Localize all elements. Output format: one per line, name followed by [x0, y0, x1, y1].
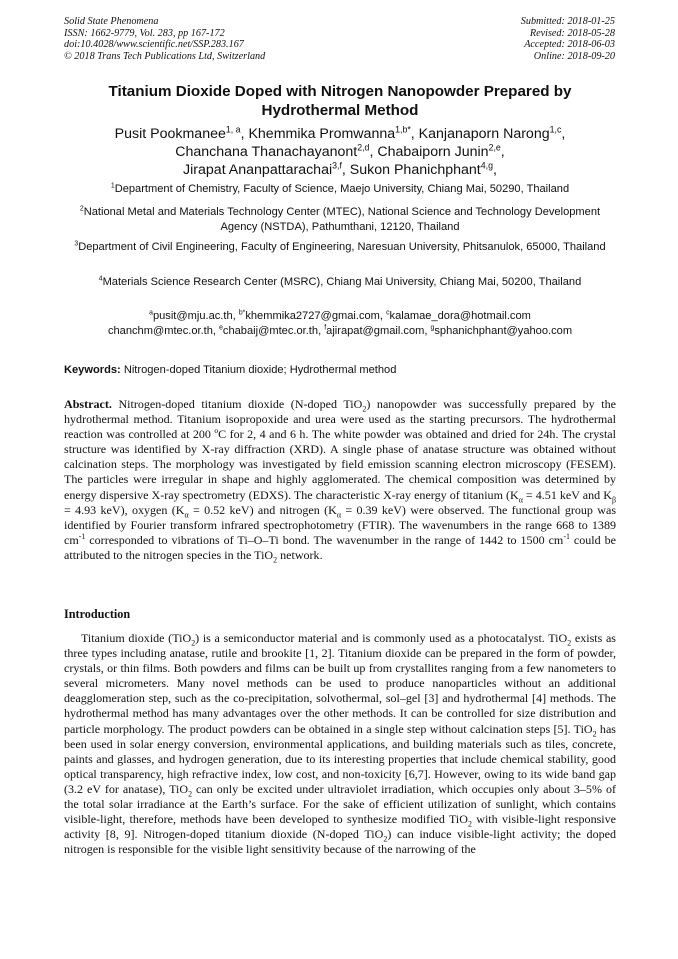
affiliation-number: 1: [110, 182, 115, 190]
author-line: Pusit Pookmanee$^{1, a}$, Khemmika Promwanna$^{1,b*}$, Kanjanaporn Narong$^{1,c}$,: [114, 124, 566, 142]
journal-copyright: © 2018 Trans Tech Publications Ltd, Switzerland: [64, 50, 266, 62]
email-address: ajirapat@gmail.com: [326, 325, 425, 337]
affiliation-number: 2: [79, 205, 84, 213]
author-affiliation-mark: 3,f: [332, 160, 342, 171]
affiliation-3: [64, 240, 616, 255]
affiliation-2: [64, 205, 616, 235]
abstract: [64, 397, 616, 563]
email-mark: f: [324, 324, 327, 332]
affiliation-text: National Metal and Materials Technology Center (MTEC), National Science and Technology Development Agency (NSTDA), Pathumthani, 12120, Thailand: [83, 206, 601, 233]
author-line: Chanchana Thanachayanont$^{2,d}$, Chabaiporn Junin$^{2,e}$,: [175, 142, 505, 160]
journal-doi: doi:10.4028/www.scientific.net/SSP.283.167: [64, 39, 244, 51]
affiliation-number: 3: [74, 240, 79, 248]
affiliation-text: Materials Science Research Center (MSRC), Chiang Mai University, Chiang Mai, 50200, Thailand: [102, 276, 582, 288]
email-address: sphanichphant@yahoo.com: [434, 325, 573, 337]
introduction-body: Titanium dioxide (TiO$_2$) is a semiconductor material and is commonly used as a photocatalyst. TiO$_2$ exists as three types including anatase, rutile and brookite [1, 2]. Titanium dioxide can be prepared in the form of powder, crystals, or thin films. Both powders and films can be built up from crystallites ranging from a few nanometers to several micrometers. Many novel methods can be used to produce nanoparticles without an additional deagglomeration step, such as the co-precipitation, solvothermal, sol–gel [3] and hydrothermal [4] methods. The hydrothermal method has many advantages over the other methods. It can be controlled for size distribution and particle morphology. The product powders can be obtained in a single step without calcination steps [5]. TiO$_2$ has been used in solar energy conversion, environmental applications, and building materials such as tiles, concrete, paints and glasses, and hydrogen generation, due to its interesting properties that include chemical stability, good optical transparency, high refractive index, low cost, and non-toxicity [6,7]. However, owing to its wide band gap (3.2 eV for anatase), TiO$_2$ can only be excited under ultraviolet irradiation, which occupies only about 3–5% of the total solar irradiance at the Earth’s surface. For the sake of efficient utilization of sunlight, which contains visible-light, therefore, methods have been developed to synthesize modified TiO$_2$ with visible-light responsive activity [8, 9]. Nitrogen-doped titanium dioxide (N-doped TiO$_2$) can induce visible-light activity; the doped nitrogen is responsible for the visible light sensitivity because of the narrowing of the: [64, 631, 616, 857]
author-name: Pusit Pookmanee: [114, 126, 226, 142]
abstract-body: Nitrogen-doped titanium dioxide (N-doped TiO$_2$) nanopowder was successfully prepared by the hydrothermal method. Titanium isopropoxide and urea were used as the starting precursors. The hydrothermal reaction was controlled at 200 ºC for 2, 4 and 6 h. The white powder was obtained and dried for 24h. The crystal structure was identified by X-ray diffraction (XRD). A single phase of anatase structure was obtained without calcination steps. The morphology was investigated by field emission scanning electron microscopy (FESEM). The particles were irregular in shape and highly agglomerated. The chemical composition was determined by energy dispersive X-ray spectrometry (EDXS). The characteristic X-ray energy of titanium ($K_\alpha = 4.51$ keV and $K_\beta = 4.93$ keV), oxygen ($K_\alpha = 0.52$ keV) and nitrogen ($K_\alpha = 0.39$ keV) were observed. The functional group was identified by Fourier transform infrared spectrophotometry (FTIR). The wavenumbers in the range 668 to 1389 $cm^{-1}$ corresponded to vibrations of Ti–O–Ti bond. The wavenumber in the range of 1442 to 1500 $cm^{-1}$ could be attributed to the nitrogen species in the TiO$_2$ network.: [64, 397, 617, 565]
keywords-text: Nitrogen-doped Titanium dioxide; Hydrothermal method: [123, 364, 397, 376]
email-mark: e: [219, 324, 223, 332]
email-address: chabaij@mtec.or.th: [222, 325, 319, 337]
journal-issn: ISSN: 1662-9779, Vol. 283, pp 167-172: [64, 27, 225, 39]
email-address: khemmika2727@gmai.com: [245, 310, 380, 322]
author-affiliation-mark: 4,g: [480, 160, 493, 171]
affiliation-text: Department of Chemistry, Faculty of Science, Maejo University, Chiang Mai, 50290, Thailand: [114, 183, 570, 195]
keywords-label: Keywords:: [64, 364, 121, 376]
date-accepted: Accepted: 2018-06-03: [524, 39, 615, 51]
author-list: [64, 125, 616, 179]
author-name: Sukon Phanichphant: [349, 162, 481, 178]
author-name: Jirapat Ananpattarachai: [183, 162, 333, 178]
publication-dates: [521, 16, 615, 62]
email-mark: g: [430, 324, 435, 332]
author-name: Chanchana Thanachayanont: [175, 144, 358, 160]
date-revised: Revised: 2018-05-28: [529, 27, 615, 39]
author-affiliation-mark: 1, a: [225, 124, 241, 135]
email-mark: b*: [238, 309, 246, 317]
author-affiliation-mark: 1,b*: [395, 124, 411, 135]
affiliation-text: Department of Civil Engineering, Faculty of Engineering, Naresuan University, Phitsanulok, 65000, Thailand: [78, 241, 606, 253]
author-emails: [64, 309, 616, 339]
email-mark: a: [149, 309, 153, 317]
email-mark: c: [386, 309, 390, 317]
email-address: chanchm@mtec.or.th: [107, 325, 213, 337]
keywords: [64, 363, 616, 377]
affiliation-number: 4: [98, 275, 103, 283]
email-line: chanchm@mtec.or.th, $^e$chabaij@mtec.or.th, $^f$ajirapat@gmail.com, $^g$sphanichphant@yahoo.com: [107, 324, 573, 337]
author-affiliation-mark: 1,c: [549, 124, 562, 135]
author-affiliation-mark: 2,e: [488, 142, 501, 153]
email-line: $^a$pusit@mju.ac.th, $^{b*}$khemmika2727@gmai.com, $^c$kalamae_dora@hotmail.com: [149, 309, 531, 322]
affiliation-1: [64, 182, 616, 197]
author-name: Kanjanaporn Narong: [418, 126, 550, 142]
author-name: Chabaiporn Junin: [377, 144, 489, 160]
email-address: pusit@mju.ac.th: [152, 310, 233, 322]
email-address: kalamae_dora@hotmail.com: [389, 310, 531, 322]
journal-info: [64, 16, 265, 62]
date-online: Online: 2018-09-20: [533, 50, 615, 62]
introduction-heading: Introduction: [64, 607, 131, 621]
affiliation-4: [64, 275, 616, 290]
paper-title: Titanium Dioxide Doped with Nitrogen Nanopowder Prepared by Hydrothermal Method: [108, 83, 572, 119]
journal-name: Solid State Phenomena: [64, 16, 159, 27]
date-submitted: Submitted: 2018-01-25: [520, 16, 615, 27]
author-affiliation-mark: 2,d: [357, 142, 370, 153]
abstract-label: Abstract.: [64, 397, 112, 411]
author-line: Jirapat Ananpattarachai$^{3,f}$, Sukon Phanichphant$^{4,g}$,: [183, 160, 497, 178]
author-name: Khemmika Promwanna: [248, 126, 396, 142]
